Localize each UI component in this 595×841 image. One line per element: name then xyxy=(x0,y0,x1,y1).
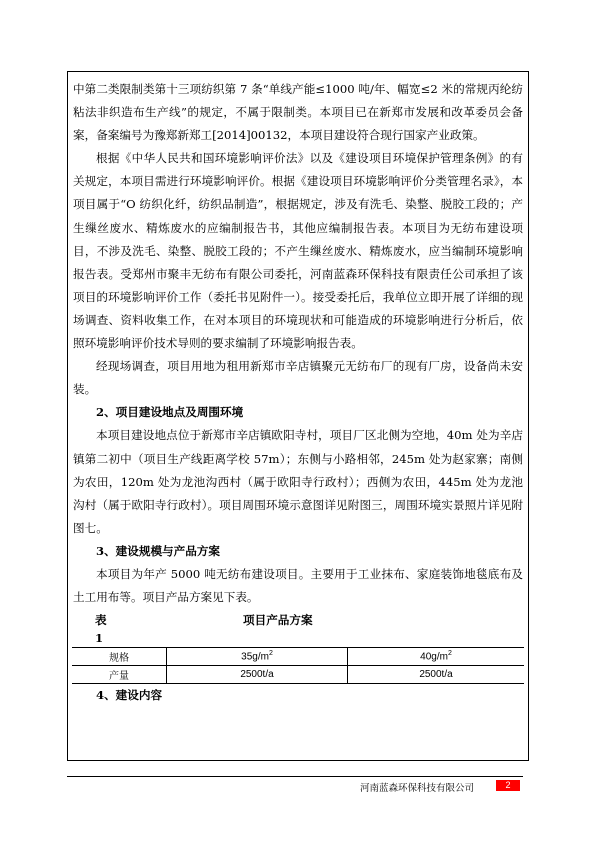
section-heading-content: 4、建设内容 xyxy=(96,688,163,703)
table-row xyxy=(72,666,524,684)
section-heading-scale: 3、建设规模与产品方案 xyxy=(96,543,221,558)
table-title xyxy=(73,611,523,647)
paragraph-eia: 根据《中华人民共和国环境影响评价法》以及《建设项目环境保护管理条例》的有关规定，本项目需进行环境影响评价。根据《建设项目环境影响评价分类管理名录》，本项目属于“O 纺织化纤，纺织品制造”，根据规定，涉及有洗毛、染整、脱胶工段的；产生缫丝废水、精炼废水的应编制报告书，其他应编制报告表。本项目为无纺布建设项目，不涉及洗毛、染整、脱胶工段的；不产生缫丝废水、精炼废水，应当编制环境影响报告表。受郑州市聚丰无纺布有限公司委托，河南蓝森环保科技有限责任公司承担了该项目的环境影响评价工作（委托书见附件一）。接受委托后，我单位立即开展了详细的现场调查、资料收集工作，在对本项目的环境现状和可能造成的环境影响进行分析后，依照环境影响评价技术导则的要求编制了环境影响报告表。 xyxy=(73,151,523,351)
product-table xyxy=(72,647,524,684)
table-cell-output-label: 产量 xyxy=(72,666,167,684)
table-number: 表 1 xyxy=(95,613,107,646)
table-cell-output-b: 2500t/a xyxy=(348,666,525,684)
paragraph-location: 本项目建设地点位于新郑市辛店镇欧阳寺村，项目厂区北侧为空地，40m 处为辛店镇第二初中（项目生产线距离学校 57m）；东侧与小路相邻，245m 处为赵家寨；南侧为农田，120m 处为龙池沟西村（属于欧阳寺行政村）；西侧为农田，445m 处为龙池沟村（属于欧阳寺行政村）。项目周围环境示意图详见附图三，周围环境实景照片详见附图七。 xyxy=(73,428,523,535)
footer-company: 河南蓝森环保科技有限公司 xyxy=(360,783,475,794)
paragraph-scale: 本项目为年产 5000 吨无纺布建设项目。主要用于工业抹布、家庭装饰地毯底布及土工用布等。项目产品方案见下表。 xyxy=(73,566,523,605)
footer-divider xyxy=(67,776,523,777)
table-cell-spec-b: $40g/m^2$ xyxy=(348,648,525,666)
document-body xyxy=(73,78,523,707)
table-cell-spec-label: 规格 xyxy=(72,648,167,666)
table-cell-spec-a: $35g/m^2$ xyxy=(167,648,348,666)
page-number-badge: 2 xyxy=(496,780,520,791)
table-caption: 项目产品方案 xyxy=(243,613,313,628)
table-cell-output-a: 2500t/a xyxy=(167,666,348,684)
section-heading-location: 2、项目建设地点及周围环境 xyxy=(96,405,244,420)
table-row xyxy=(72,648,524,666)
paragraph-policy: 中第二类限制类第十三项纺织第 7 条“单线产能≤1000 吨/年、幅宽≤2 米的常规丙纶纺粘法非织造布生产线”的规定，不属于限制类。本项目已在新郑市发展和改革委员会备案，备案编号为豫郑新郑工[2014]00132，本项目建设符合现行国家产业政策。 xyxy=(73,82,523,143)
paragraph-site-survey: 经现场调查，项目用地为租用新郑市辛店镇聚元无纺布厂的现有厂房，设备尚未安装。 xyxy=(73,359,523,397)
